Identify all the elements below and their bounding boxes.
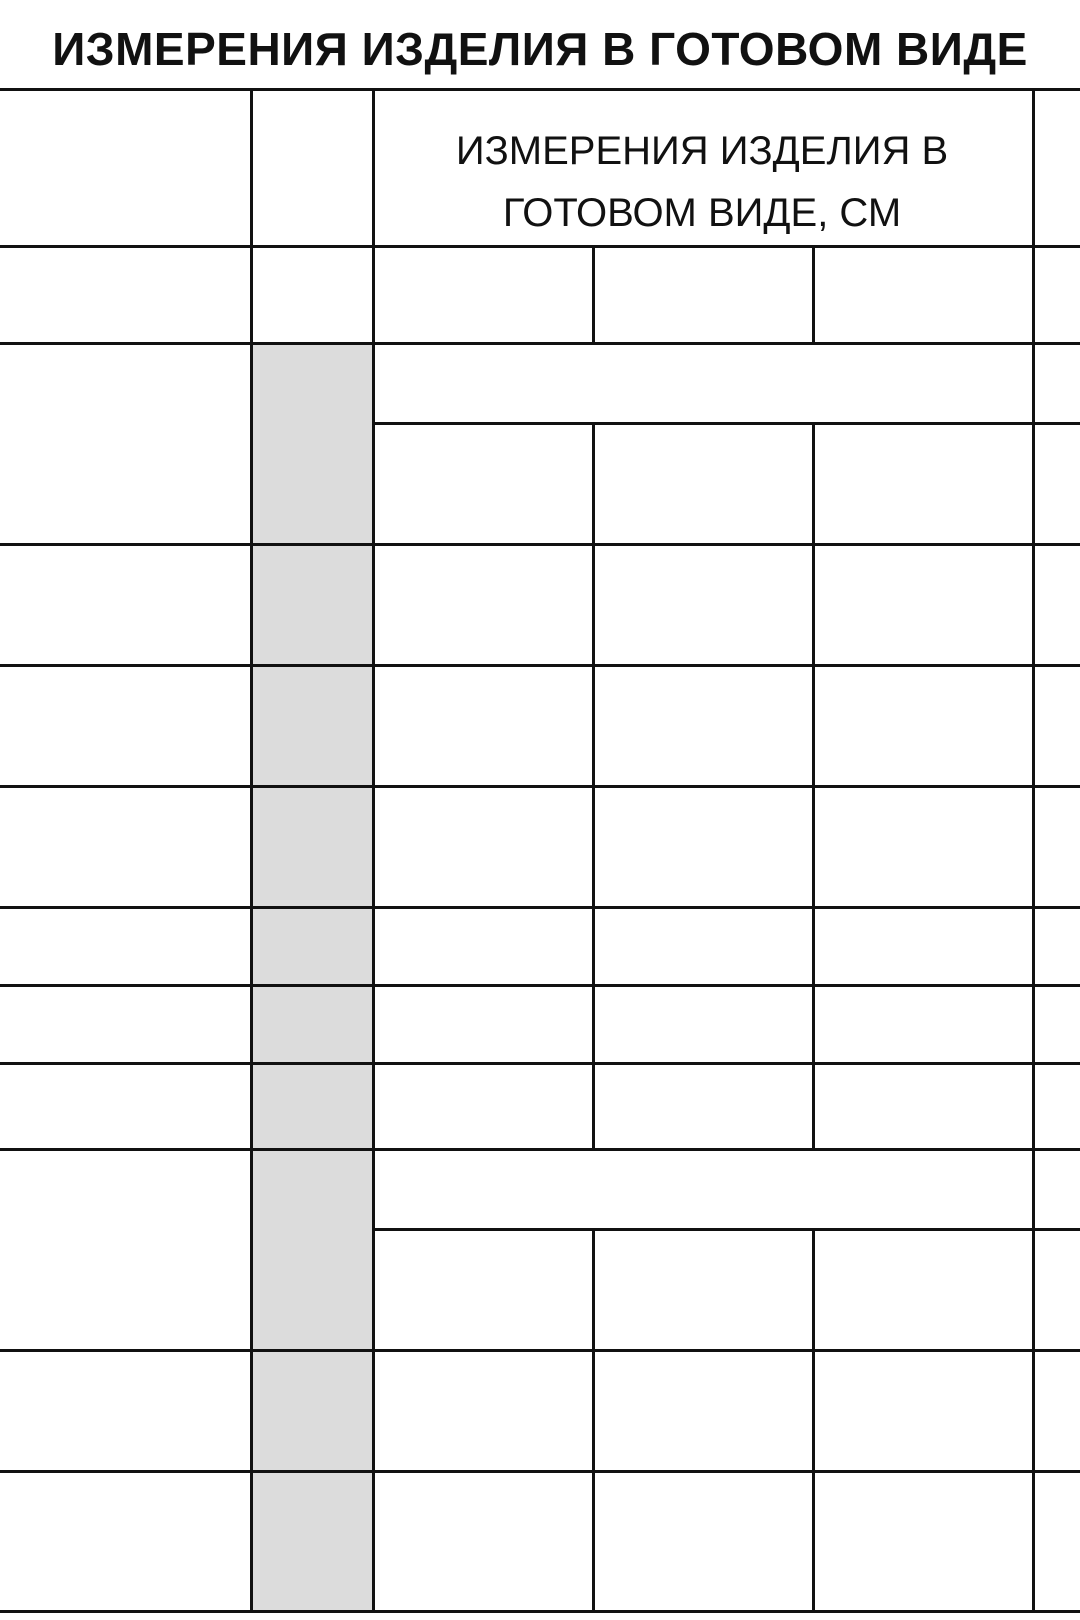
grid-line (0, 1610, 1080, 1613)
grid-line (0, 342, 1080, 345)
grid-line (592, 984, 595, 1062)
grid-line (0, 88, 1080, 91)
grid-line (592, 245, 595, 342)
grid-line (812, 1228, 815, 1349)
grid-line (0, 1148, 1080, 1151)
grid-line (592, 785, 595, 906)
grid-line (1032, 88, 1035, 1610)
grid-line (592, 664, 595, 785)
grid-line (0, 984, 1080, 987)
grid-line (0, 1062, 1080, 1065)
grid-line (372, 1228, 1080, 1231)
header-measure-label: ИЗМЕРЕНИЯ ИЗДЕЛИЯ В ГОТОВОМ ВИДЕ, СМ (455, 129, 949, 235)
grid-line (372, 422, 1080, 425)
grid-line (812, 1062, 815, 1148)
grid-line (812, 1349, 815, 1470)
grid-line (250, 88, 253, 1610)
grid-line (812, 906, 815, 984)
grid-line (372, 88, 375, 1610)
grid-line (812, 543, 815, 664)
grid-line (0, 1349, 1080, 1352)
page-title: ИЗМЕРЕНИЯ ИЗДЕЛИЯ В ГОТОВОМ ВИДЕ (52, 23, 1028, 75)
grid-line (812, 664, 815, 785)
height-column-shade (253, 345, 372, 1610)
grid-line (592, 1349, 595, 1470)
grid-line (0, 906, 1080, 909)
grid-line (0, 1470, 1080, 1473)
grid-line (592, 1470, 595, 1610)
grid-line (592, 422, 595, 543)
grid-line (812, 785, 815, 906)
grid-line (0, 543, 1080, 546)
grid-line (0, 664, 1080, 667)
grid-line (592, 1062, 595, 1148)
grid-line (812, 1470, 815, 1610)
grid-line (592, 1228, 595, 1349)
grid-line (0, 245, 1080, 248)
grid-line (812, 245, 815, 342)
grid-line (812, 984, 815, 1062)
grid-line (592, 543, 595, 664)
grid-line (0, 785, 1080, 788)
grid-line (592, 906, 595, 984)
grid-line (812, 422, 815, 543)
